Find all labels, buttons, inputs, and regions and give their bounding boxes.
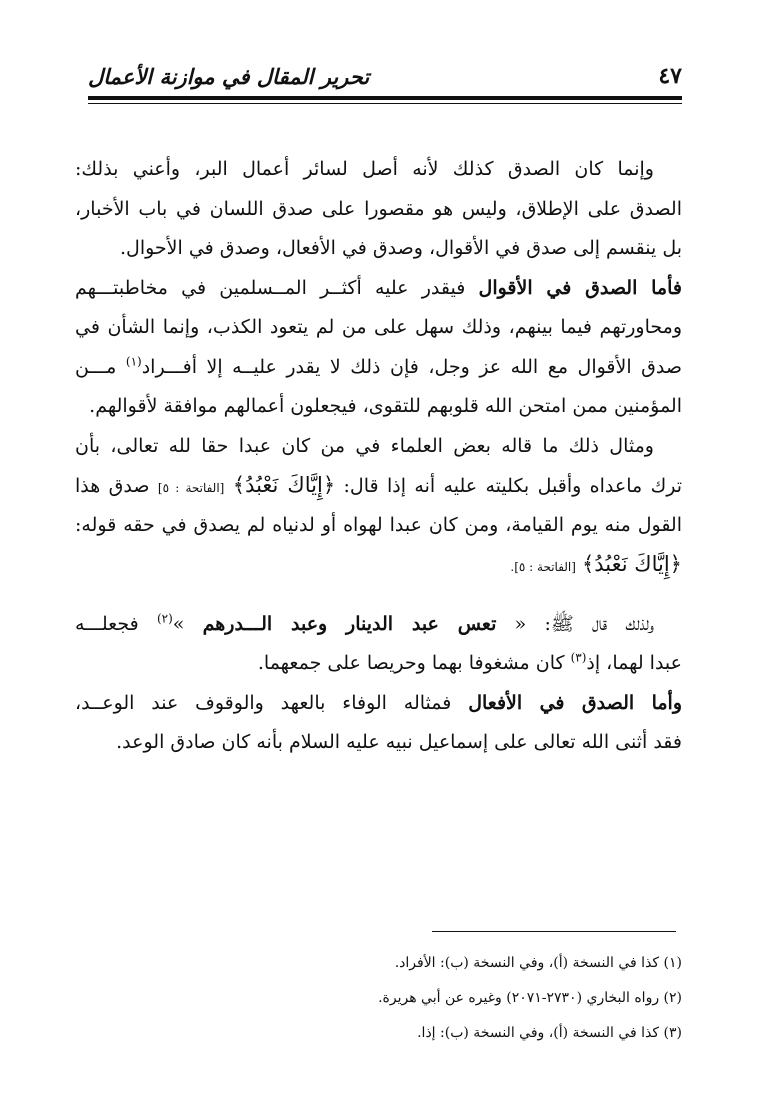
paragraph-line: القول منه يوم القيامة، ومن كان عبدا لهواه أو لدنياه لم يصدق في حقه قوله: [75,513,682,536]
paragraph-gap [75,585,682,605]
section-heading-words: فأما الصدق في الأقوال [478,276,682,299]
quran-citation: [الفاتحة : ٥] [157,481,225,495]
hadith-quote: تعس عبد الدينار وعبد الـــدرهم [202,612,497,635]
footnotes [150,946,682,1051]
paragraph-line: فقد أثنى الله تعالى على إسماعيل نبيه عليه السلام بأنه كان صادق الوعد. [116,731,682,753]
paragraph-line: صدق الأقوال مع الله عز وجل، فإن ذلك لا يقدر عليــه إلا أفـــراد$^{(١)}$ مـــن [75,354,682,378]
section-heading-words: وأما الصدق في الأفعال [468,691,682,714]
page-header [88,58,682,94]
paragraph-line: وأما الصدق في الأفعال فمثاله الوفاء بالعهد والوقوف عند الوعــد، [75,691,682,714]
paragraph-line: عبدا لهما، إذ$^{(٣)}$ كان مشغوفا بهما وحريصا على جمعهما. [257,650,682,674]
paragraph-line: الصدق على الإطلاق، وليس هو مقصورا على صدق اللسان في باب الأخبار، [75,197,682,220]
header-rule-thin [88,103,682,104]
quran-quote: ﴿إِيَّاكَ نَعْبُدُ﴾ [581,552,682,576]
paragraph-line [75,545,682,585]
paragraph-line: فأما الصدق في الأقوال فيقدر عليه أكثــر المــسلمين في مخاطبتـــهم [75,276,682,299]
footnote: (١) كذا في النسخة (أ)، وفي النسخة (ب): الأفراد. [394,955,682,971]
footnote: (٣) كذا في النسخة (أ)، وفي النسخة (ب): إذا. [417,1025,682,1041]
quran-quote: ﴿إِيَّاكَ نَعْبُدُ﴾ [232,473,336,497]
paragraph-line: ومحاورتهم فيما بينهم، وذلك سهل على من لم يتعود الكذب، وإنما الشأن في [75,316,682,338]
paragraph-line: المؤمنين ممن امتحن الله قلوبهم للتقوى، فيجعلون أعمالهم موافقة لأقوالهم. [89,395,682,417]
page-number: ٤٧ [658,63,682,89]
paragraph-line: بل ينقسم إلى صدق في الأقوال، وصدق في الأفعال، وصدق في الأحوال. [119,237,682,259]
footnote-marker: (٣) [570,650,587,665]
paragraph-line: ولذلك قال ﷺ: « تعس عبد الدينار وعبد الـــدرهم »$^{(٢)}$ فجعلـــه [75,611,654,635]
paragraph-line: وإنما كان الصدق كذلك لأنه أصل لسائر أعمال البر، وأعني بذلك: [75,158,654,180]
paragraph-line: ترك ماعداه وأقبل بكليته عليه أنه إذا قال: ﴿إِيَّاكَ نَعْبُدُ﴾ [الفاتحة : ٥] صدق هذا [75,473,682,497]
footnote: (٢) رواه البخاري (٢٧٣٠-٢٠٧١) وغيره عن أبي هريرة. [378,990,682,1006]
paragraph-line: ومثال ذلك ما قاله بعض العلماء في من كان عبدا حقا لله تعالى، بأن [75,434,654,457]
footnote-separator [432,931,676,932]
main-text [75,150,682,763]
quran-citation: [الفاتحة : ٥]. [510,560,576,574]
header-rule-thick [88,96,682,100]
running-title: تحرير المقال في موازنة الأعمال [88,63,370,89]
footnote-marker: (١) [125,354,142,369]
footnote-marker: (٢) [156,611,173,626]
